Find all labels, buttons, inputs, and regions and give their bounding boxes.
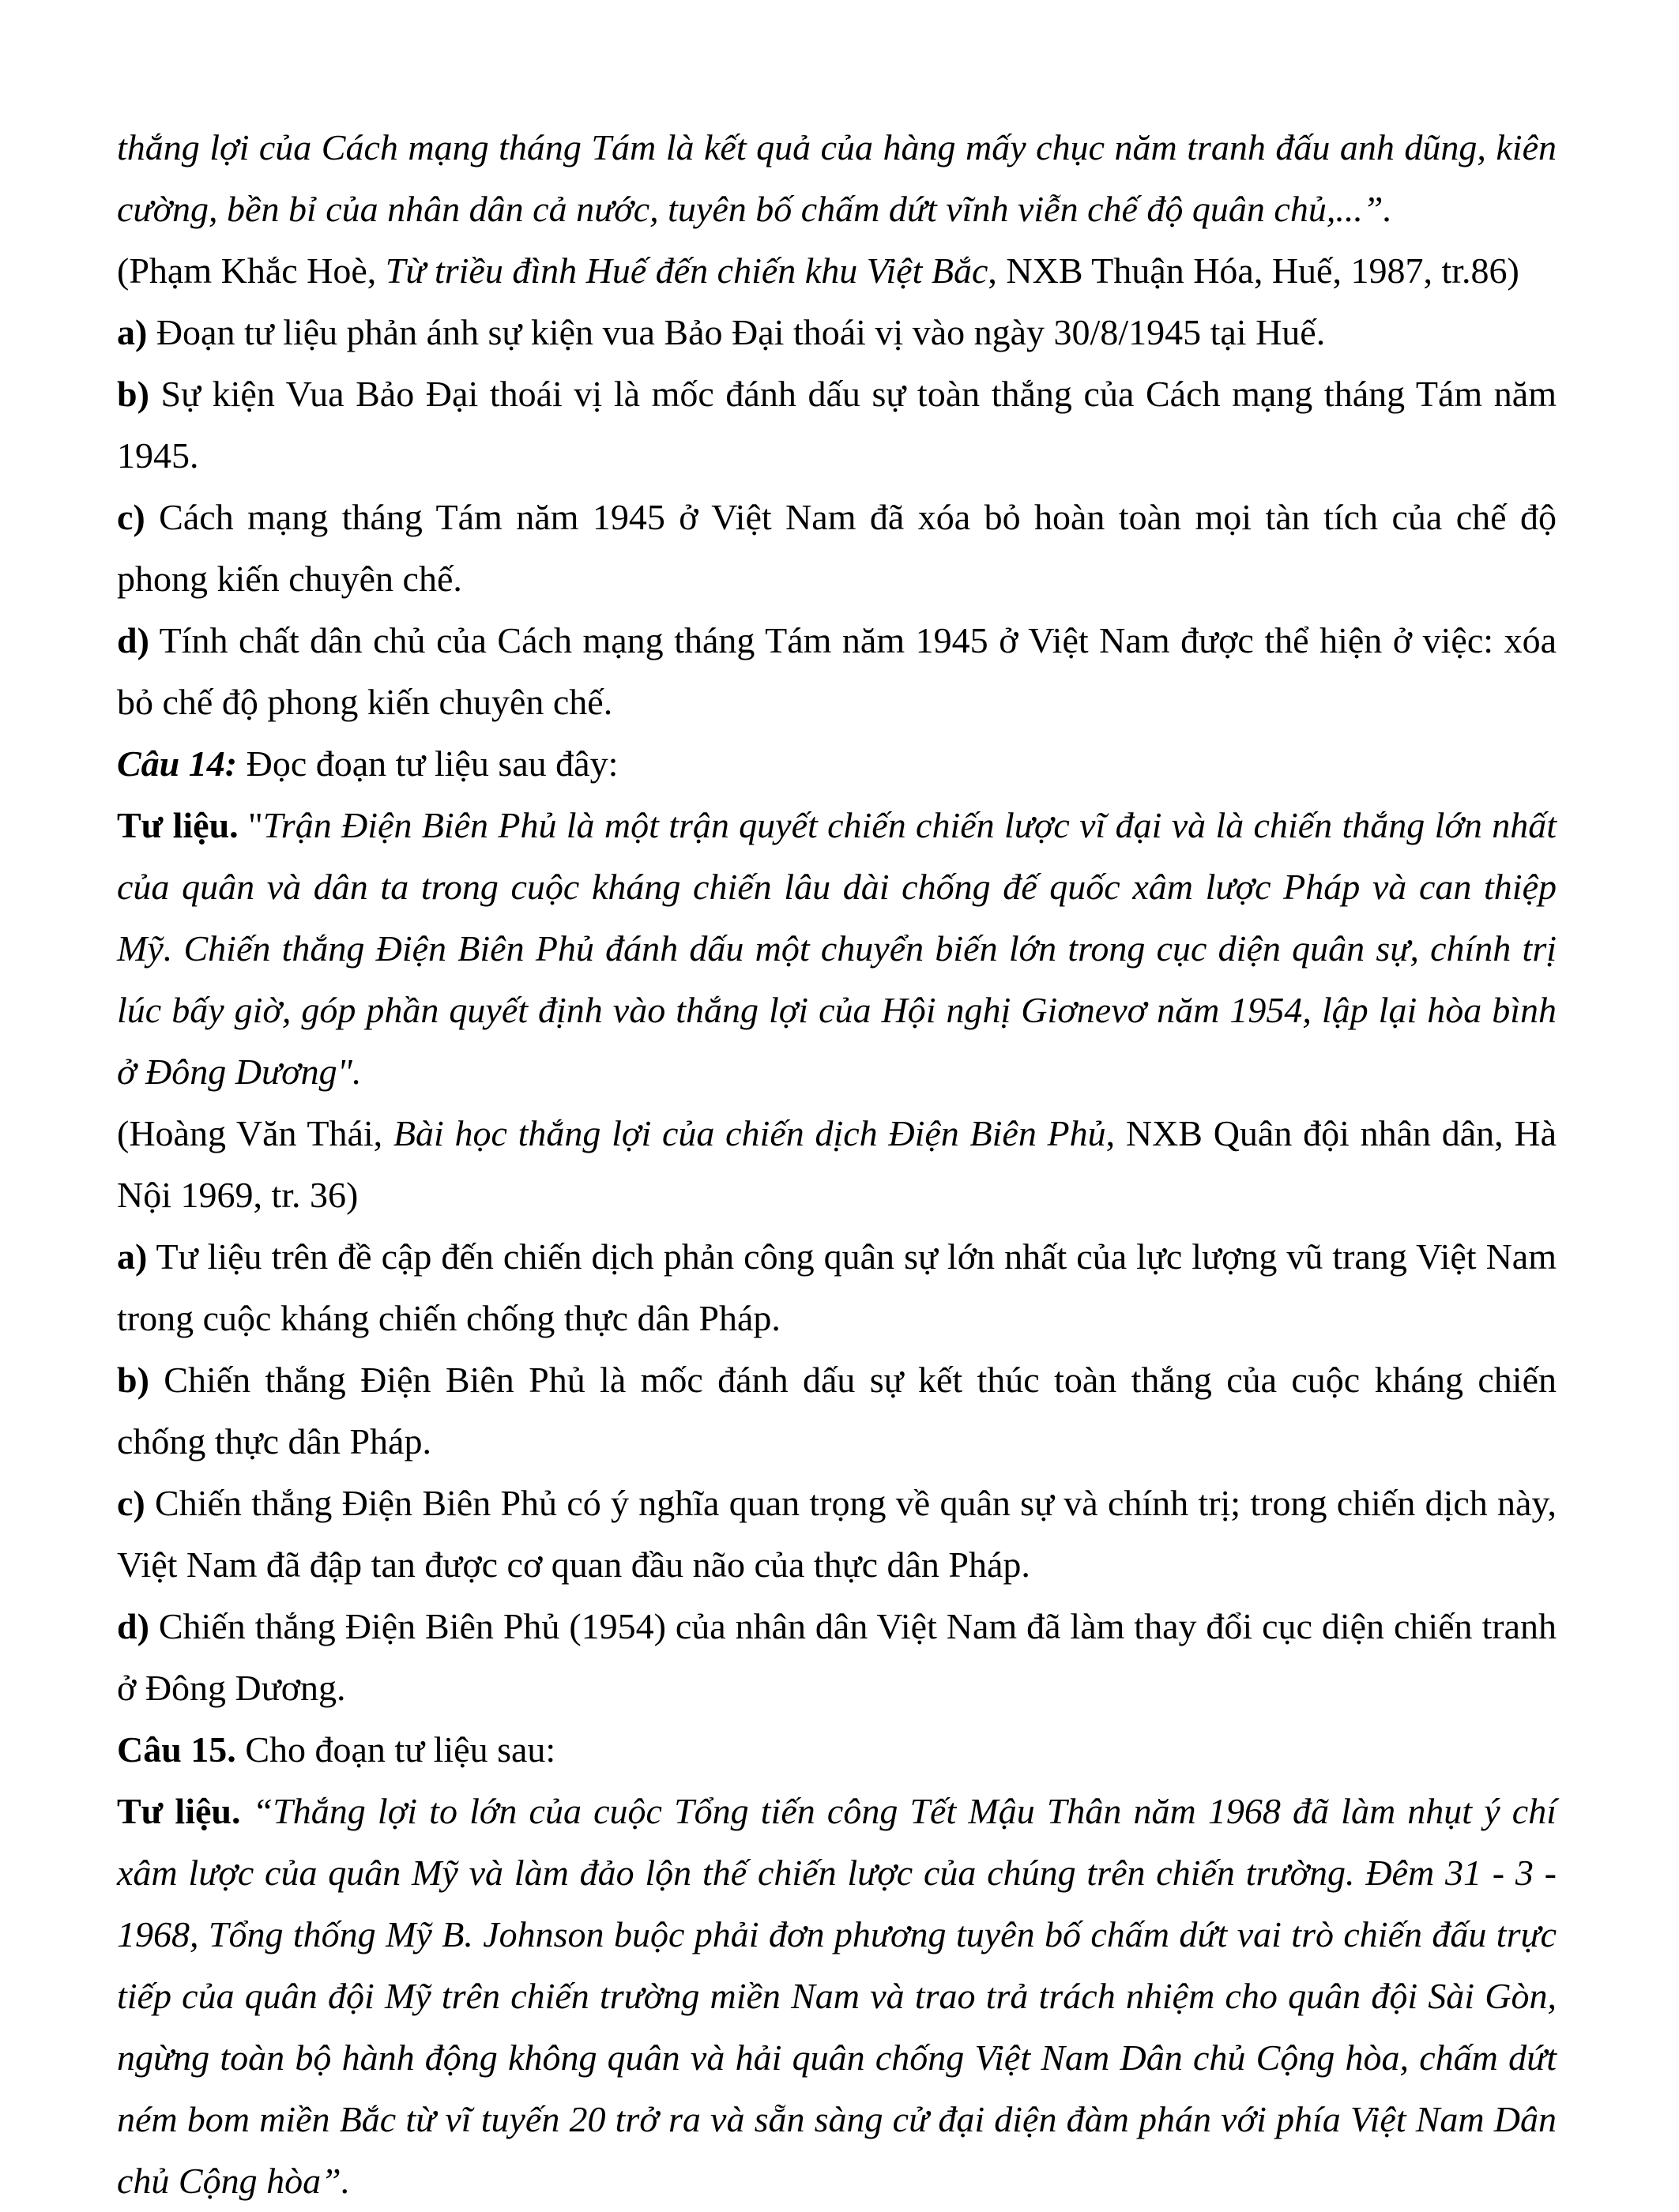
source-label: Tư liệu.	[117, 1791, 241, 1831]
statement-14c	[117, 1473, 1557, 1596]
statement-14b	[117, 1349, 1557, 1473]
source-label: Tư liệu.	[117, 805, 239, 845]
statement-text: Tính chất dân chủ của Cách mạng tháng Tám năm 1945 ở Việt Nam được thể hiện ở việc: xóa bỏ chế độ phong kiến chuyên chế.	[117, 620, 1557, 722]
question-intro: Đọc đoạn tư liệu sau đây:	[237, 743, 619, 784]
statement-13d	[117, 610, 1557, 733]
source-citation-13	[117, 240, 1557, 302]
statement-label: b)	[117, 1360, 149, 1400]
document-page	[117, 117, 1557, 2212]
question-14-heading	[117, 733, 1557, 795]
statement-label: a)	[117, 312, 148, 352]
statement-text: Tư liệu trên đề cập đến chiến dịch phản công quân sự lớn nhất của lực lượng vũ trang Việt Nam trong cuộc kháng chiến chống thực dân Pháp.	[117, 1236, 1557, 1338]
statement-text: Đoạn tư liệu phản ánh sự kiện vua Bảo Đại thoái vị vào ngày 30/8/1945 tại Huế.	[147, 312, 1326, 352]
citation-publisher: , NXB Quân đội nhân dân, Hà Nội 1969, tr. 36)	[117, 1113, 1557, 1215]
statement-text: Cách mạng tháng Tám năm 1945 ở Việt Nam đã xóa bỏ hoàn toàn mọi tàn tích của chế độ phong kiến chuyên chế.	[117, 497, 1557, 599]
statement-label: d)	[117, 620, 149, 660]
question-number: Câu 15.	[117, 1729, 236, 1770]
statement-label: b)	[117, 374, 149, 414]
source-citation-14	[117, 1103, 1557, 1226]
source-passage-14	[117, 795, 1557, 1103]
citation-publisher: , NXB Thuận Hóa, Huế, 1987, tr.86)	[988, 250, 1519, 291]
source-passage-15	[117, 1781, 1557, 2212]
statement-13c	[117, 487, 1557, 610]
quote-text: Trận Điện Biên Phủ là một trận quyết chiến chiến lược vĩ đại và là chiến thắng lớn nhất của quân và dân ta trong cuộc kháng chiến lâu dài chống đế quốc xâm lược Pháp và can thiệp Mỹ. Chiến thắng Điện Biên Phủ đánh dấu một chuyển biến lớn trong cục diện quân sự, chính trị lúc bấy giờ, góp phần quyết định vào thắng lợi của Hội nghị Giơnevơ năm 1954, lập lại hòa bình ở Đông Dương".	[117, 805, 1557, 1092]
statement-text: Chiến thắng Điện Biên Phủ có ý nghĩa quan trọng về quân sự và chính trị; trong chiến dịch này, Việt Nam đã đập tan được cơ quan đầu não của thực dân Pháp.	[117, 1483, 1557, 1585]
statement-label: d)	[117, 1606, 149, 1646]
statement-text: Sự kiện Vua Bảo Đại thoái vị là mốc đánh dấu sự toàn thắng của Cách mạng tháng Tám năm 1945.	[117, 374, 1557, 476]
question-number: Câu 14:	[117, 743, 238, 784]
question-intro: Cho đoạn tư liệu sau:	[235, 1729, 556, 1770]
statement-13a	[117, 302, 1557, 363]
quote-text: thắng lợi của Cách mạng tháng Tám là kết quả của hàng mấy chục năm tranh đấu anh dũng, kiên cường, bền bỉ của nhân dân cả nước, tuyên bố chấm dứt vĩnh viễn chế độ quân chủ,...”.	[117, 127, 1557, 229]
citation-title: Từ triều đình Huế đến chiến khu Việt Bắc	[385, 250, 988, 291]
statement-14d	[117, 1596, 1557, 1719]
statement-13b	[117, 363, 1557, 487]
citation-author: (Hoàng Văn Thái,	[117, 1113, 393, 1153]
citation-author: (Phạm Khắc Hoè,	[117, 250, 386, 291]
quote-open: "	[238, 805, 263, 845]
statement-text: Chiến thắng Điện Biên Phủ là mốc đánh dấu sự kết thúc toàn thắng của cuộc kháng chiến chống thực dân Pháp.	[117, 1360, 1557, 1462]
statement-text: Chiến thắng Điện Biên Phủ (1954) của nhân dân Việt Nam đã làm thay đổi cục diện chiến tranh ở Đông Dương.	[117, 1606, 1557, 1708]
statement-14a	[117, 1226, 1557, 1349]
quote-continuation	[117, 117, 1557, 240]
statement-label: a)	[117, 1236, 148, 1277]
statement-label: c)	[117, 1483, 145, 1523]
question-15-heading	[117, 1719, 1557, 1781]
statement-label: c)	[117, 497, 145, 537]
quote-text: “Thắng lợi to lớn của cuộc Tổng tiến công Tết Mậu Thân năm 1968 đã làm nhụt ý chí xâm lược của quân Mỹ và làm đảo lộn thế chiến lược của chúng trên chiến trường. Đêm 31 - 3 - 1968, Tổng thống Mỹ B. Johnson buộc phải đơn phương tuyên bố chấm dứt vai trò chiến đấu trực tiếp của quân đội Mỹ trên chiến trường miền Nam và trao trả trách nhiệm cho quân đội Sài Gòn, ngừng toàn bộ hành động không quân và hải quân chống Việt Nam Dân chủ Cộng hòa, chấm dứt ném bom miền Bắc từ vĩ tuyến 20 trở ra và sẵn sàng cử đại diện đàm phán với phía Việt Nam Dân chủ Cộng hòa”.	[117, 1791, 1557, 2201]
citation-title: Bài học thắng lợi của chiến dịch Điện Biên Phủ	[393, 1113, 1106, 1153]
